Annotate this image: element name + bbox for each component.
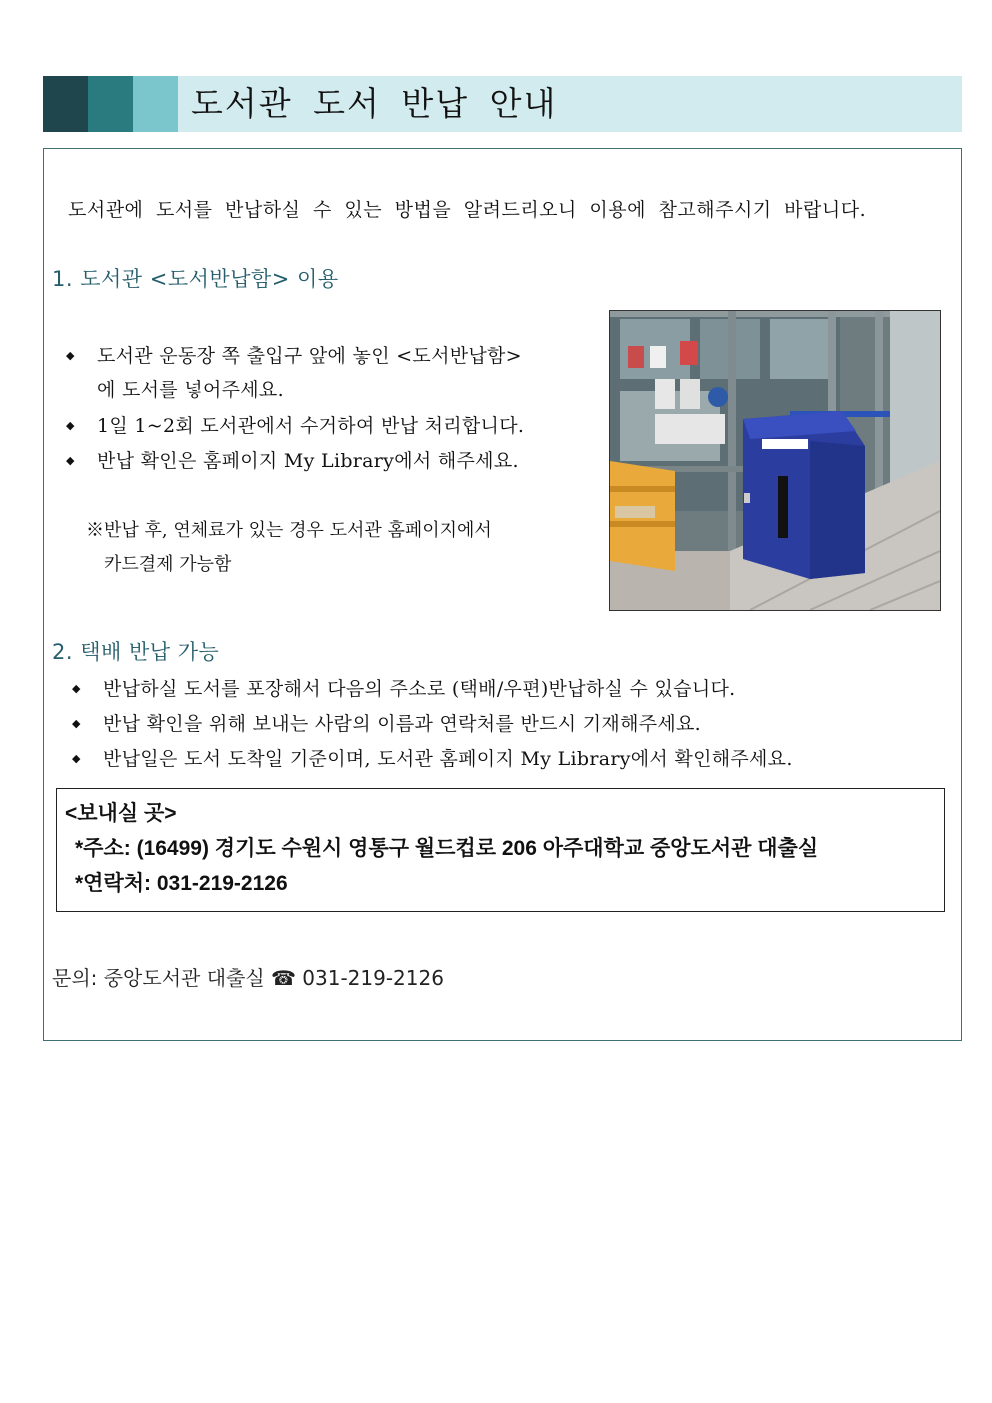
section2-bullet-2: 반납 확인을 위해 보내는 사람의 이름과 연락처를 반드시 기재해주세요. bbox=[103, 713, 702, 735]
intro-text: 도서관에 도서를 반납하실 수 있는 방법을 알려드리오니 이용에 참고해주시기 바랍니다. bbox=[68, 199, 867, 221]
section1-bullet-1-cont: 에 도서를 넣어주세요. bbox=[97, 379, 284, 401]
note-line-1: ※반납 후, 연체료가 있는 경우 도서관 홈페이지에서 bbox=[86, 520, 492, 541]
section1-bullet-2: 1일 1~2회 도서관에서 수거하여 반납 처리합니다. bbox=[97, 415, 525, 437]
title-banner bbox=[43, 76, 962, 132]
return-box-photo bbox=[609, 310, 941, 611]
diamond-bullet-icon: ◆ bbox=[72, 682, 81, 695]
contact-info: 문의: 중앙도서관 대출실 ☎ 031-219-2126 bbox=[52, 966, 444, 990]
title-block-light bbox=[133, 76, 178, 132]
diamond-bullet-icon: ◆ bbox=[66, 349, 75, 362]
address-phone: *연락처: 031-219-2126 bbox=[75, 872, 288, 895]
diamond-bullet-icon: ◆ bbox=[66, 419, 75, 432]
address-line: *주소: (16499) 경기도 수원시 영통구 월드컵로 206 아주대학교 중앙도서관 대출실 bbox=[75, 837, 819, 860]
address-box bbox=[56, 788, 945, 912]
diamond-bullet-icon: ◆ bbox=[72, 717, 81, 730]
title-block-dark bbox=[43, 76, 88, 132]
section1-bullet-1: 도서관 운동장 쪽 출입구 앞에 놓인 <도서반납함> bbox=[97, 345, 522, 367]
section2-bullet-3: 반납일은 도서 도착일 기준이며, 도서관 홈페이지 My Library에서 확인해주세요. bbox=[103, 748, 793, 770]
section1-bullet-3: 반납 확인은 홈페이지 My Library에서 해주세요. bbox=[97, 450, 519, 472]
section1-heading: 1. 도서관 <도서반납함> 이용 bbox=[52, 267, 339, 291]
page-title: 도서관 도서 반납 안내 bbox=[191, 84, 558, 123]
return-box-photo-drawing bbox=[610, 311, 940, 610]
title-block-mid bbox=[88, 76, 133, 132]
diamond-bullet-icon: ◆ bbox=[66, 454, 75, 467]
section2-heading: 2. 택배 반납 가능 bbox=[52, 640, 220, 664]
section2-bullet-1: 반납하실 도서를 포장해서 다음의 주소로 (택배/우편)반납하실 수 있습니다. bbox=[103, 678, 736, 700]
diamond-bullet-icon: ◆ bbox=[72, 752, 81, 765]
note-line-2: 카드결제 가능함 bbox=[104, 554, 232, 575]
address-label: <보내실 곳> bbox=[65, 802, 177, 825]
